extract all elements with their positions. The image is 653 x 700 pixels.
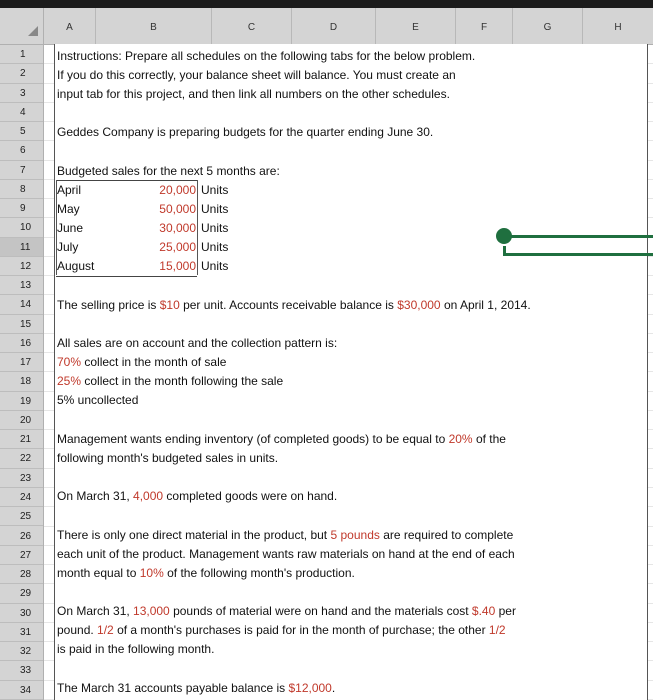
sales-unit: Units — [201, 259, 229, 273]
inventory-line-2: following month's budgeted sales in units. — [57, 451, 279, 465]
row-header-19[interactable]: 19 — [0, 392, 43, 411]
row-header-15[interactable]: 15 — [0, 315, 43, 334]
inventory-pct: 20% — [448, 432, 473, 446]
sales-unit: Units — [201, 221, 229, 235]
payable-line — [57, 681, 335, 695]
row-header-30[interactable]: 30 — [0, 604, 43, 623]
row-header-bar — [0, 45, 44, 700]
row-header-16[interactable]: 16 — [0, 334, 43, 353]
row-header-6[interactable]: 6 — [0, 141, 43, 160]
purchases-text-a: On March 31, — [57, 604, 134, 618]
row-header-12[interactable]: 12 — [0, 257, 43, 276]
material-text-b: are required to complete — [379, 528, 514, 542]
row-header-32[interactable]: 32 — [0, 642, 43, 661]
collection-pct-2: 25% — [57, 374, 82, 388]
row-header-21[interactable]: 21 — [0, 430, 43, 449]
column-header-b[interactable]: B — [96, 8, 212, 45]
row-header-23[interactable]: 23 — [0, 469, 43, 488]
price-text-a: The selling price is — [57, 298, 160, 312]
row-header-7[interactable]: 7 — [0, 161, 43, 180]
row-header-5[interactable]: 5 — [0, 122, 43, 141]
row-header-20[interactable]: 20 — [0, 411, 43, 430]
inventory-line-1 — [57, 432, 506, 446]
content-region — [54, 44, 648, 700]
collection-header: All sales are on account and the collection pattern is: — [57, 336, 338, 350]
row-header-24[interactable]: 24 — [0, 488, 43, 507]
sales-table-divider — [197, 180, 198, 275]
purchases-text-d: pound. — [57, 623, 98, 637]
price-text — [57, 298, 531, 312]
column-header-d[interactable]: D — [292, 8, 376, 45]
select-all-icon — [28, 26, 38, 36]
row-header-13[interactable]: 13 — [0, 276, 43, 295]
material-text-d: of the following month's production. — [163, 566, 355, 580]
sales-unit: Units — [201, 202, 229, 216]
instructions-line-2: If you do this correctly, your balance sheet will balance. You must create an — [57, 68, 456, 82]
purchases-line-2 — [57, 623, 506, 637]
material-text-a: There is only one direct material in the product, but — [57, 528, 331, 542]
material-line-1 — [57, 528, 513, 542]
material-pounds: 5 pounds — [330, 528, 380, 542]
selling-price: $10 — [159, 298, 180, 312]
column-header-g[interactable]: G — [513, 8, 583, 45]
purchases-text-b: pounds of material were on hand and the materials cost — [169, 604, 472, 618]
sales-month: May — [57, 202, 80, 216]
row-header-27[interactable]: 27 — [0, 546, 43, 565]
sales-month: June — [57, 221, 84, 235]
payable-text-a: The March 31 accounts payable balance is — [57, 681, 289, 695]
price-text-c: on April 1, 2014. — [440, 298, 531, 312]
column-header-h[interactable]: H — [583, 8, 653, 45]
row-header-22[interactable]: 22 — [0, 449, 43, 468]
row-header-8[interactable]: 8 — [0, 180, 43, 199]
sales-qty: 25,000 — [159, 240, 196, 254]
purchases-text-c: per — [495, 604, 516, 618]
march-goods: 4,000 — [133, 489, 164, 503]
sales-qty: 50,000 — [159, 202, 196, 216]
material-line-3 — [57, 566, 355, 580]
inventory-text-b: of the — [472, 432, 506, 446]
row-header-11[interactable]: 11 — [0, 238, 43, 257]
row-header-25[interactable]: 25 — [0, 507, 43, 526]
sales-month: April — [57, 183, 82, 197]
row-header-14[interactable]: 14 — [0, 295, 43, 314]
purchases-line-1 — [57, 604, 516, 618]
intro-text: Geddes Company is preparing budgets for the quarter ending June 30. — [57, 125, 434, 139]
collection-line-2 — [57, 374, 283, 388]
row-header-3[interactable]: 3 — [0, 84, 43, 103]
column-header-c[interactable]: C — [212, 8, 292, 45]
row-header-26[interactable]: 26 — [0, 527, 43, 546]
connector-bracket — [503, 246, 653, 256]
column-header-e[interactable]: E — [376, 8, 456, 45]
collection-line-1 — [57, 355, 226, 369]
row-header-18[interactable]: 18 — [0, 372, 43, 391]
row-header-1[interactable]: 1 — [0, 45, 43, 64]
price-text-b: per unit. Accounts receivable balance is — [179, 298, 398, 312]
payable-text-b: . — [331, 681, 336, 695]
instructions-line-3: input tab for this project, and then link all numbers on the other schedules. — [57, 87, 450, 101]
collection-text-2: collect in the month following the sale — [81, 374, 284, 388]
row-header-9[interactable]: 9 — [0, 199, 43, 218]
instructions-line-1: Instructions: Prepare all schedules on the following tabs for the below problem. — [57, 49, 476, 63]
collection-line-3: 5% uncollected — [57, 393, 139, 407]
row-header-17[interactable]: 17 — [0, 353, 43, 372]
march-text-b: completed goods were on hand. — [163, 489, 338, 503]
march-text-a: On March 31, — [57, 489, 134, 503]
connector-handle[interactable] — [496, 228, 512, 244]
sales-qty: 30,000 — [159, 221, 196, 235]
row-header-29[interactable]: 29 — [0, 584, 43, 603]
collection-text-1: collect in the month of sale — [81, 355, 227, 369]
sales-month: July — [57, 240, 79, 254]
collection-pct-1: 70% — [57, 355, 82, 369]
sales-header: Budgeted sales for the next 5 months are: — [57, 164, 280, 178]
purchases-cost: $.40 — [471, 604, 496, 618]
column-header-a[interactable]: A — [44, 8, 96, 45]
purchases-lbs: 13,000 — [133, 604, 170, 618]
row-header-4[interactable]: 4 — [0, 103, 43, 122]
row-header-34[interactable]: 34 — [0, 681, 43, 700]
sales-qty: 15,000 — [159, 259, 196, 273]
material-text-c: month equal to — [57, 566, 140, 580]
sales-month: August — [57, 259, 95, 273]
payable-amount: $12,000 — [288, 681, 332, 695]
column-header-f[interactable]: F — [456, 8, 513, 45]
material-pct: 10% — [139, 566, 164, 580]
row-header-33[interactable]: 33 — [0, 661, 43, 680]
row-header-31[interactable]: 31 — [0, 623, 43, 642]
top-bar — [0, 0, 653, 8]
sales-qty: 20,000 — [159, 183, 196, 197]
purchases-line-3: is paid in the following month. — [57, 642, 215, 656]
purchases-text-e: of a month's purchases is paid for in the month of purchase; the other — [113, 623, 489, 637]
connector-line — [505, 235, 653, 238]
row-header-2[interactable]: 2 — [0, 64, 43, 83]
sales-unit: Units — [201, 240, 229, 254]
material-line-2: each unit of the product. Management wants raw materials on hand at the end of each — [57, 547, 515, 561]
select-all-corner[interactable] — [0, 8, 44, 45]
column-header-bar — [0, 8, 653, 45]
row-header-10[interactable]: 10 — [0, 218, 43, 237]
purchases-half-2: 1/2 — [488, 623, 506, 637]
ar-balance: $30,000 — [397, 298, 441, 312]
march-goods-line — [57, 489, 337, 503]
purchases-half-1: 1/2 — [97, 623, 114, 637]
row-header-28[interactable]: 28 — [0, 565, 43, 584]
inventory-text-a: Management wants ending inventory (of completed goods) to be equal to — [57, 432, 449, 446]
sales-unit: Units — [201, 183, 229, 197]
